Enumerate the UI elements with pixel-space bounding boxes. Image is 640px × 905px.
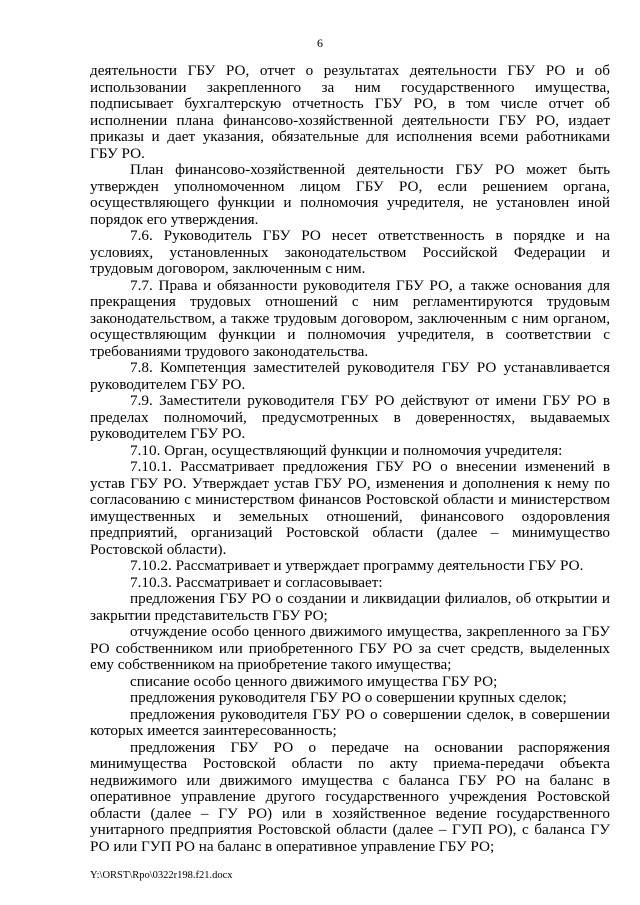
paragraph: План финансово-хозяйственной деятельности ГБУ РО может быть утвержден уполномоченном лицом ГБУ РО, если решением органа, осуществляющего функции и полномочия учредителя, не установлен иной порядок его утверждения. bbox=[90, 161, 610, 228]
page-number: 6 bbox=[317, 36, 323, 50]
paragraph: 7.10.3. Рассматривает и согласовывает: bbox=[130, 573, 383, 591]
paragraph: отчуждение особо ценного движимого имущества, закрепленного за ГБУ РО собственником или приобретенного ГБУ РО за счет средств, выделенных ему собственником на приобретение такого имущества; bbox=[90, 623, 610, 673]
paragraph: предложения руководителя ГБУ РО о совершении крупных сделок; bbox=[130, 689, 567, 706]
paragraph: 7.8. Компетенция заместителей руководителя ГБУ РО устанавливается руководителем ГБУ РО. bbox=[90, 359, 610, 393]
paragraph: 7.10. Орган, осуществляющий функции и полномочия учредителя: bbox=[130, 441, 563, 459]
paragraph: 7.6. Руководитель ГБУ РО несет ответственность в порядке и на условиях, установленных законодательством Российской Федерации и трудовым договором, заключенным с ним. bbox=[90, 227, 610, 277]
paragraph: предложения ГБУ РО о создании и ликвидации филиалов, об открытии и закрытии представительств ГБУ РО; bbox=[90, 590, 610, 624]
paragraph: 7.9. Заместители руководителя ГБУ РО действуют от имени ГБУ РО в пределах полномочий, предусмотренных в доверенностях, выдаваемых руководителем ГБУ РО. bbox=[90, 392, 610, 442]
paragraph: предложения ГБУ РО о передаче на основании распоряжения минимущества Ростовской области по акту приема-передачи объекта недвижимого или движимого имущества с баланса ГБУ РО на баланс в оперативное управление другого государственного учреждения Ростовской области (далее – ГУ РО) или в хозяйственное ведение государственного унитарного предприятия Ростовской области (далее – ГУП РО), с баланса ГУ РО или ГУП РО на баланс в оперативное управление ГБУ РО; bbox=[90, 738, 610, 855]
paragraph: списание особо ценного движимого имущества ГБУ РО; bbox=[130, 672, 498, 690]
paragraph: 7.7. Права и обязанности руководителя ГБУ РО, а также основания для прекращения трудовых отношений с ним регламентируются трудовым законодательством, а также трудовым договором, заключенным с ним органом, осуществляющим функции и полномочия учредителя, в соответствии с требованиями трудового законодательства. bbox=[90, 276, 610, 360]
paragraph: 7.10.2. Рассматривает и утверждает программу деятельности ГБУ РО. bbox=[130, 557, 584, 574]
file-path-footer: Y:\ORST\Rpo\0322r198.f21.docx bbox=[90, 870, 233, 881]
paragraph: деятельности ГБУ РО, отчет о результатах деятельности ГБУ РО и об использовании закрепленного за ним государственного имущества, подписывает бухгалтерскую отчетность ГБУ РО, в том числе отчет об исполнении плана финансово-хозяйственной деятельности ГБУ РО, издает приказы и дает указания, обязательные для исполнения всеми работниками ГБУ РО. bbox=[90, 62, 610, 162]
document-body bbox=[90, 63, 610, 855]
paragraph: предложения руководителя ГБУ РО о совершении сделок, в совершении которых имеется заинтересованность; bbox=[90, 705, 610, 739]
paragraph: 7.10.1. Рассматривает предложения ГБУ РО о внесении изменений в устав ГБУ РО. Утверждает устав ГБУ РО, изменения и дополнения к нему по согласованию с министерством финансов Ростовской области и министерством имущественных и земельных отношений, финансового оздоровления предприятий, организаций Ростовской области (далее – минимущество Ростовской области). bbox=[90, 458, 610, 558]
